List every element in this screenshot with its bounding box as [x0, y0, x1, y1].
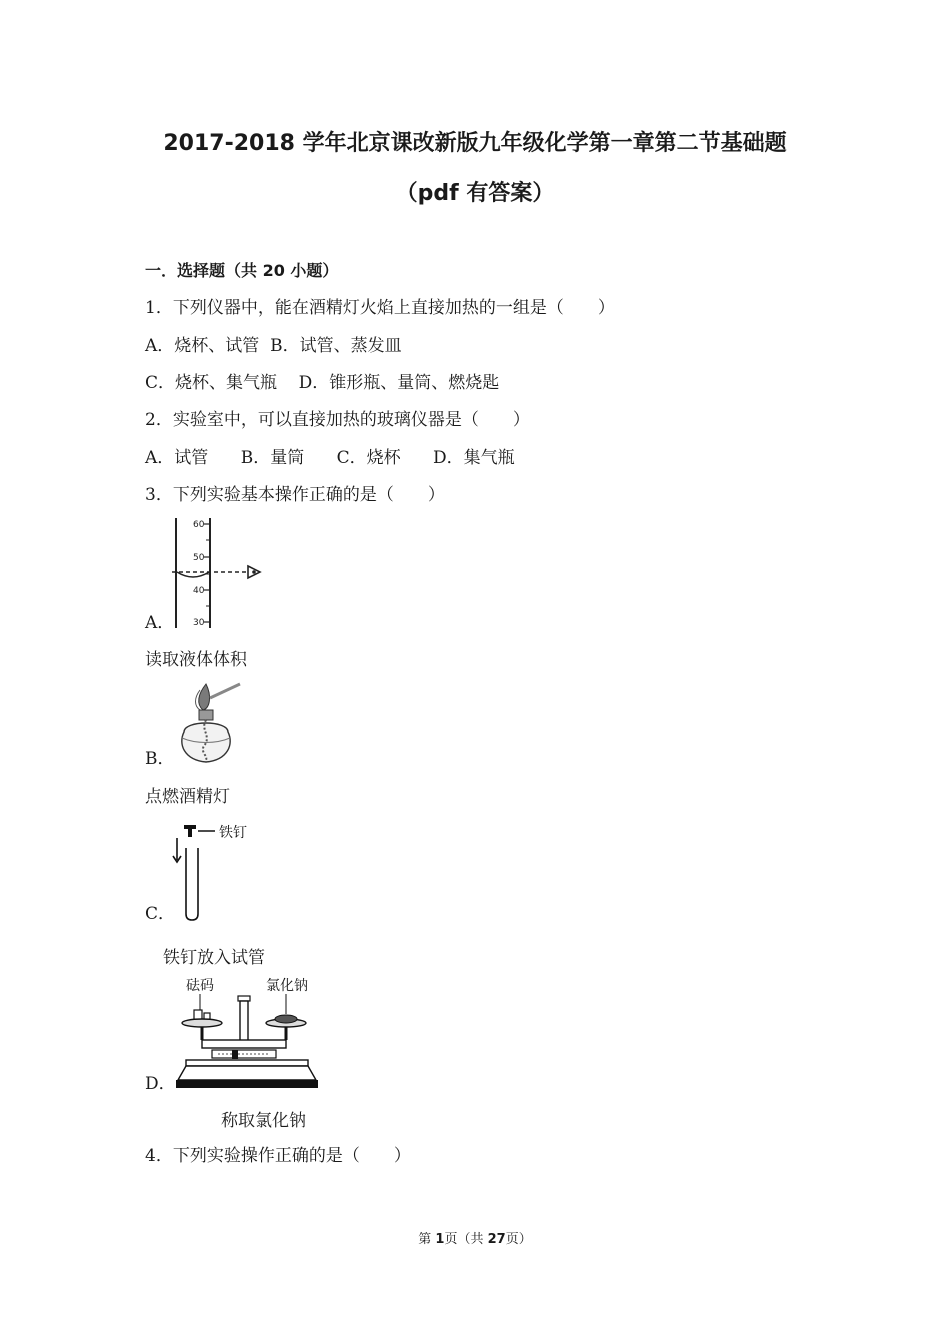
option-d-caption: 称取氯化钠 [221, 1111, 306, 1131]
balance-base [178, 1066, 316, 1080]
question-1-option-row-2: C．烧杯、集气瓶 D．锥形瓶、量筒、燃烧匙 [145, 373, 500, 393]
page-footer [0, 1228, 950, 1247]
document-title-line2: （pdf 有答案） [395, 181, 555, 206]
footer-page-number: 1 [435, 1232, 445, 1247]
liquid-meniscus [177, 572, 209, 577]
question-1-option-row-1: A．烧杯、试管 B．试管、蒸发皿 [145, 336, 402, 356]
cylinder-tick-60: 60 [193, 520, 205, 530]
option-a-letter: A． [145, 613, 175, 633]
question-3-stem: 3．下列实验基本操作正确的是（ ） [145, 485, 445, 505]
question-2-options: A．试管 B．量筒 C．烧杯 D．集气瓶 [145, 448, 515, 468]
option-c-caption: 铁钉放入试管 [163, 948, 265, 968]
section-heading: 一．选择题（共 20 小题） [145, 261, 339, 280]
flame-icon [199, 684, 210, 710]
question-1-stem: 1．下列仪器中，能在酒精灯火焰上直接加热的一组是（ ） [145, 298, 615, 318]
rider-weight [232, 1050, 238, 1059]
cylinder-tick-50: 50 [193, 553, 205, 563]
balance-beam [202, 1040, 286, 1048]
document-title-line1: 2017-2018 学年北京课改新版九年级化学第一章第二节基础题 [163, 131, 787, 156]
cylinder-tick-30: 30 [193, 618, 205, 628]
left-pan [182, 1019, 222, 1027]
weights-label: 砝码 [186, 978, 214, 994]
test-tube [186, 848, 198, 920]
option-c-letter: C． [145, 904, 176, 924]
option-d-letter: D． [145, 1074, 176, 1094]
question-4-stem: 4．下列实验操作正确的是（ ） [145, 1146, 411, 1166]
option-a-caption: 读取液体体积 [145, 650, 247, 670]
balance-base-foot [176, 1080, 318, 1088]
footer-suffix: 页） [505, 1232, 532, 1247]
balance-scale-figure [172, 972, 322, 1094]
option-b-letter: B． [145, 749, 175, 769]
cylinder-tick-40: 40 [193, 586, 205, 596]
test-tube-nail-figure [165, 820, 275, 924]
footer-total-pages: 27 [487, 1232, 506, 1247]
sodium-chloride-label: 氯化钠 [266, 978, 308, 994]
footer-middle: 页（共 [444, 1232, 488, 1247]
option-b-caption: 点燃酒精灯 [145, 787, 230, 807]
alcohol-lamp-figure [170, 678, 250, 768]
graduated-cylinder-figure [170, 514, 270, 632]
nail-label: 铁钉 [219, 825, 247, 841]
question-2-stem: 2．实验室中，可以直接加热的玻璃仪器是（ ） [145, 410, 530, 430]
salt-pile [275, 1015, 297, 1023]
footer-prefix: 第 [418, 1232, 436, 1247]
match-stick [210, 684, 240, 698]
balance-pointer-column [240, 1001, 248, 1041]
